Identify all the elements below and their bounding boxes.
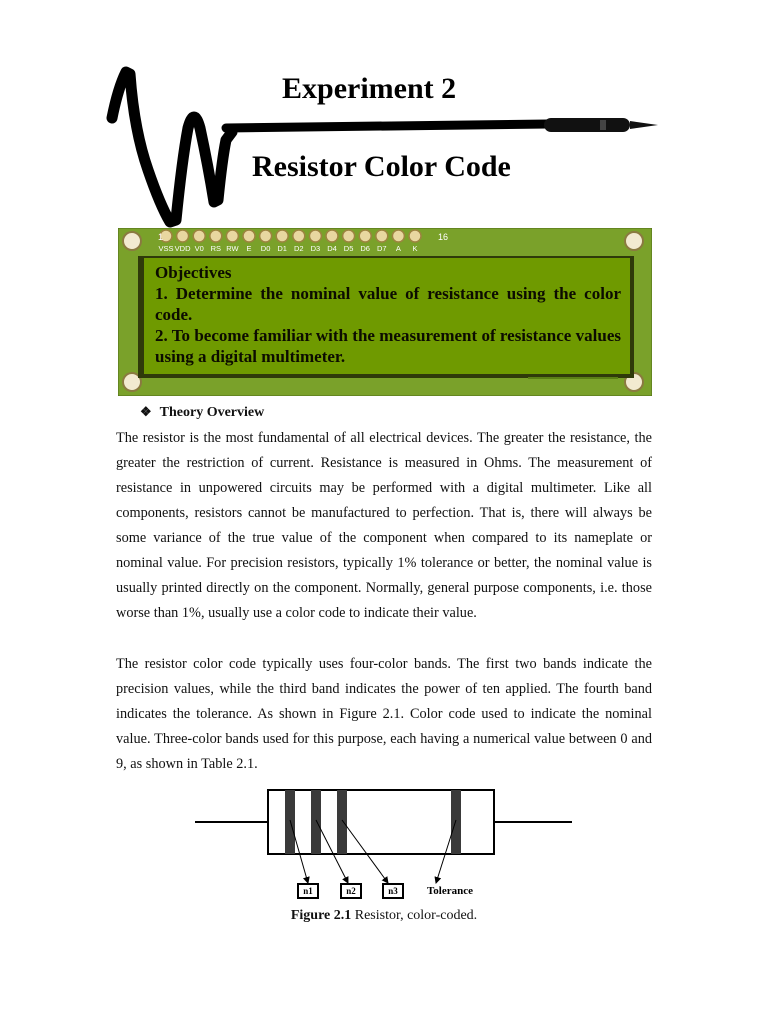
- pin-label: VSS: [158, 244, 174, 253]
- pin-label: D0: [260, 244, 271, 253]
- pin-label: D1: [277, 244, 287, 253]
- pin-pad-icon: [376, 230, 388, 242]
- waveform-zigzag: [112, 72, 232, 222]
- pin-label: D7: [377, 244, 387, 253]
- experiment-title: Experiment 2: [282, 72, 457, 105]
- pin-pad-icon: [243, 230, 255, 242]
- mount-hole-icon: [625, 232, 643, 250]
- label-n3: n3: [388, 886, 398, 896]
- objective-item-2: 2. To become familiar with the measurement of resistance values using a digital multimeter.: [155, 326, 621, 366]
- theory-paragraph-1: The resistor is the most fundamental of all electrical devices. The greater the resistance, the greater the restriction of current. Resistance is measured in Ohms. The measurement of resistance in unpowered circuits may be performed with a digital multimeter. Like all components, resistors cannot be manufactured to perfection. That is, there will always be some variance of the true value of the component when compared to its nameplate or nominal value. For precision resistors, typically 1% tolerance or better, the nominal value is usually printed directly on the component. Normally, general purpose components, i.e. those worse than 1%, usually use a color code to indicate their value.: [116, 430, 652, 621]
- pin-number-first: 1: [158, 232, 164, 242]
- figure-caption: [0, 908, 768, 924]
- pin-pad-icon: [309, 230, 321, 242]
- pin-pad-icon: [193, 230, 205, 242]
- pin-label: D5: [343, 244, 354, 253]
- probe-tip-body: [544, 118, 630, 132]
- probe-tip-band: [600, 120, 606, 130]
- pin-pad-icon: [392, 230, 404, 242]
- color-band-1: [285, 790, 295, 854]
- caption-text: Resistor, color-coded.: [351, 908, 478, 923]
- theory-heading: [140, 404, 264, 421]
- header-waveform-art: [0, 0, 768, 230]
- pin-label: A: [395, 244, 401, 253]
- pin-pad-icon: [276, 230, 288, 242]
- mount-hole-icon: [123, 232, 141, 250]
- resistor-figure: [190, 780, 580, 905]
- pin-label: VDD: [174, 244, 191, 253]
- pin-label: D4: [327, 244, 337, 253]
- probe-tip-end: [630, 121, 658, 129]
- pin-pad-icon: [226, 230, 238, 242]
- pin-label: V0: [194, 244, 204, 253]
- color-band-3: [337, 790, 347, 854]
- pin-label: D6: [360, 244, 370, 253]
- experiment-subtitle: Resistor Color Code: [252, 150, 511, 183]
- label-n2: n2: [346, 886, 356, 896]
- pin-label: D2: [294, 244, 304, 253]
- pin-pad-icon: [293, 230, 305, 242]
- pin-label: D3: [310, 244, 321, 253]
- pin-label: K: [412, 244, 418, 253]
- pin-label: RW: [226, 244, 239, 253]
- probe-line: [226, 124, 548, 128]
- pin-label: RS: [210, 244, 222, 253]
- objectives-heading: Objectives: [155, 263, 232, 282]
- objectives-panel: [155, 262, 621, 367]
- theory-heading-text: Theory Overview: [159, 405, 265, 420]
- theory-paragraph-2: The resistor color code typically uses four-color bands. The first two bands indicate the precision values, while the third band indicates the power of ten applied. The fourth band indicates the tolerance. As shown in Figure 2.1. Color code used to indicate the nominal value. Three-color bands used for this purpose, each having a numerical value between 0 and 9, as shown in Table 2.1.: [116, 656, 652, 772]
- caption-number: Figure 2.1: [290, 908, 352, 923]
- color-band-2: [311, 790, 321, 854]
- pin-number-last: 16: [438, 232, 449, 242]
- pin-pad-icon: [359, 230, 371, 242]
- color-band-tolerance: [451, 790, 461, 854]
- pin-pad-icon: [177, 230, 189, 242]
- pin-pad-icon: [343, 230, 355, 242]
- label-n1: n1: [303, 886, 313, 896]
- diamond-bullet-icon: ❖: [140, 404, 152, 419]
- pin-pad-icon: [409, 230, 421, 242]
- pin-pad-icon: [326, 230, 338, 242]
- pin-label: E: [246, 244, 252, 253]
- objective-item-1: 1. Determine the nominal value of resistance using the color code.: [155, 284, 621, 324]
- pin-pad-icon: [210, 230, 222, 242]
- label-tolerance: Tolerance: [426, 885, 474, 897]
- pin-pad-icon: [260, 230, 272, 242]
